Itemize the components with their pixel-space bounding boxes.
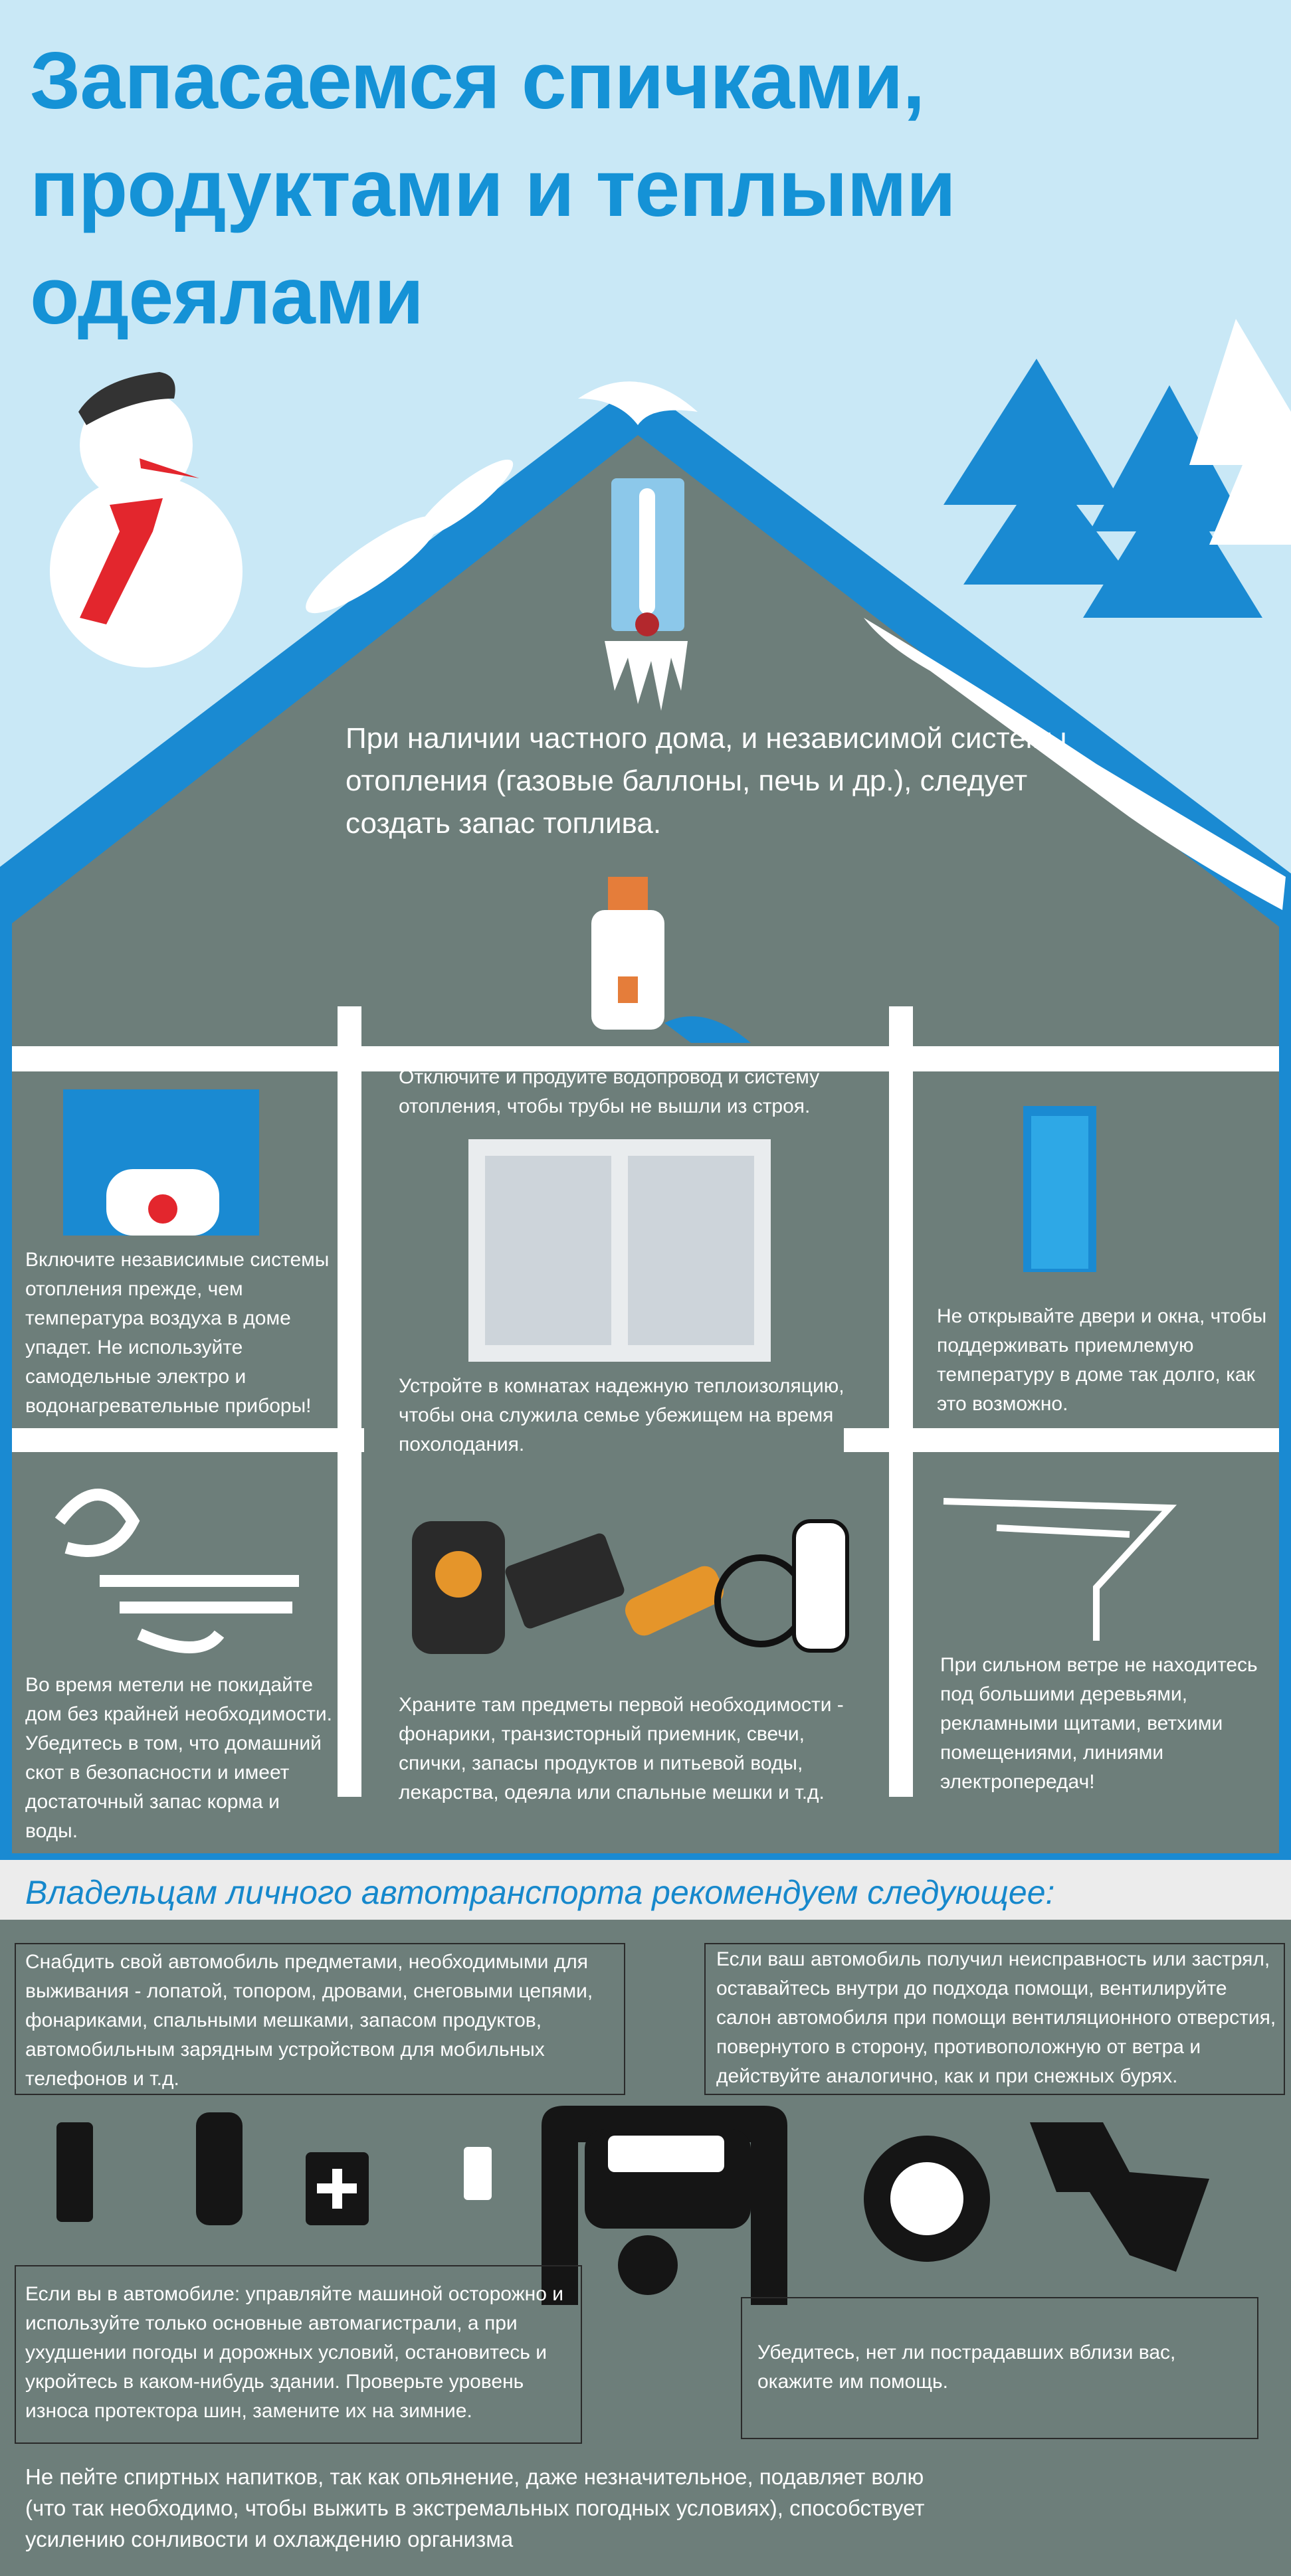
water-text: Отключите и продуйте водопровод и систему отопления, чтобы трубы не вышли из строя. [399,1066,820,1117]
title-line-1: Запасаемся спичками, [30,35,925,126]
heating-text: Включите независимые системы отопления прежде, чем температура воздуха в доме упадет. Не используйте самодельные электро и водонагревательные приборы! [25,1249,330,1417]
final-warning-text: Не пейте спиртных напитков, так как опьянение, даже незначительное, подавляет волю (что так необходимо, чтобы выжить в экстремальных погодных условиях), способствует усилению сонливости и охлаждению организма [25,2464,925,2551]
phone-icon [464,2147,492,2200]
insulation-text: Устройте в комнатах надежную теплоизоляцию, чтобы она служила семье убежищем на время похолодания. [399,1375,844,1455]
fuel-text: При наличии частного дома, и независимой системы отопления (газовые баллоны, печь и др.), следует создать запас топлива. [346,722,1067,840]
flashlight-small-icon [56,2122,93,2222]
doors-text: Не открывайте двери и окна, чтобы поддерживать приемлемую температуру в доме так долго, как это возможно. [937,1305,1267,1415]
car-heading: Владельцам личного автотранспорта рекомендуем следующее: [25,1874,1055,1911]
tree-1 [943,359,1136,585]
wind-text: При сильном ветре не находитесь под большими деревьями, рекламными щитами, ветхими помещениями, линиями электропередач! [940,1654,1258,1793]
supplies-text: Храните там предметы первой необходимости - фонарики, транзисторный приемник, свечи, спички, запасы продуктов и питьевой воды, лекарства, одеяла или спальные мешки и т.д. [399,1694,844,1803]
car-help-text: Убедитесь, нет ли пострадавших вблизи вас, окажите им помощь. [757,2342,1176,2393]
water-heater-icon [591,910,664,1030]
canister-icon [196,2112,243,2225]
page-title [30,27,1279,349]
title-line-2: продуктами и теплыми одеялами [30,143,955,341]
car-equip-text: Снабдить свой автомобиль предметами, необходимыми для выживания - лопатой, топором, дровами, снеговыми цепями, фонариками, спальными мешками, запасом продуктов, автомобильным зарядным устройством для мобильных телефонов и т.д. [25,1951,593,2090]
car-stuck-text: Если ваш автомобиль получил неисправность или застрял, оставайтесь внутри до подхода помощи, вентилируйте салон автомобиля при помощи вентиляционного отверстия, повернутого в сторону, противоположную от ветра и действуйте аналогично, как и при снежных бурях. [716,1948,1276,2087]
blizzard-text: Во время метели не покидайте дом без крайней необходимости. Убедитесь в том, что домашний скот в безопасности и имеет достаточный запас корма и воды. [25,1674,332,1842]
gear-icon [618,2235,678,2295]
bottle-icon [794,1521,847,1651]
car-drive-text: Если вы в автомобиле: управляйте машиной осторожно и используйте только основные автомагистрали, а при ухудшении погоды и дорожных условий, остановитесь и укройтесь в каком-нибудь здании. Проверьте уровень износа протектора шин, замените их на зимние. [25,2283,564,2422]
